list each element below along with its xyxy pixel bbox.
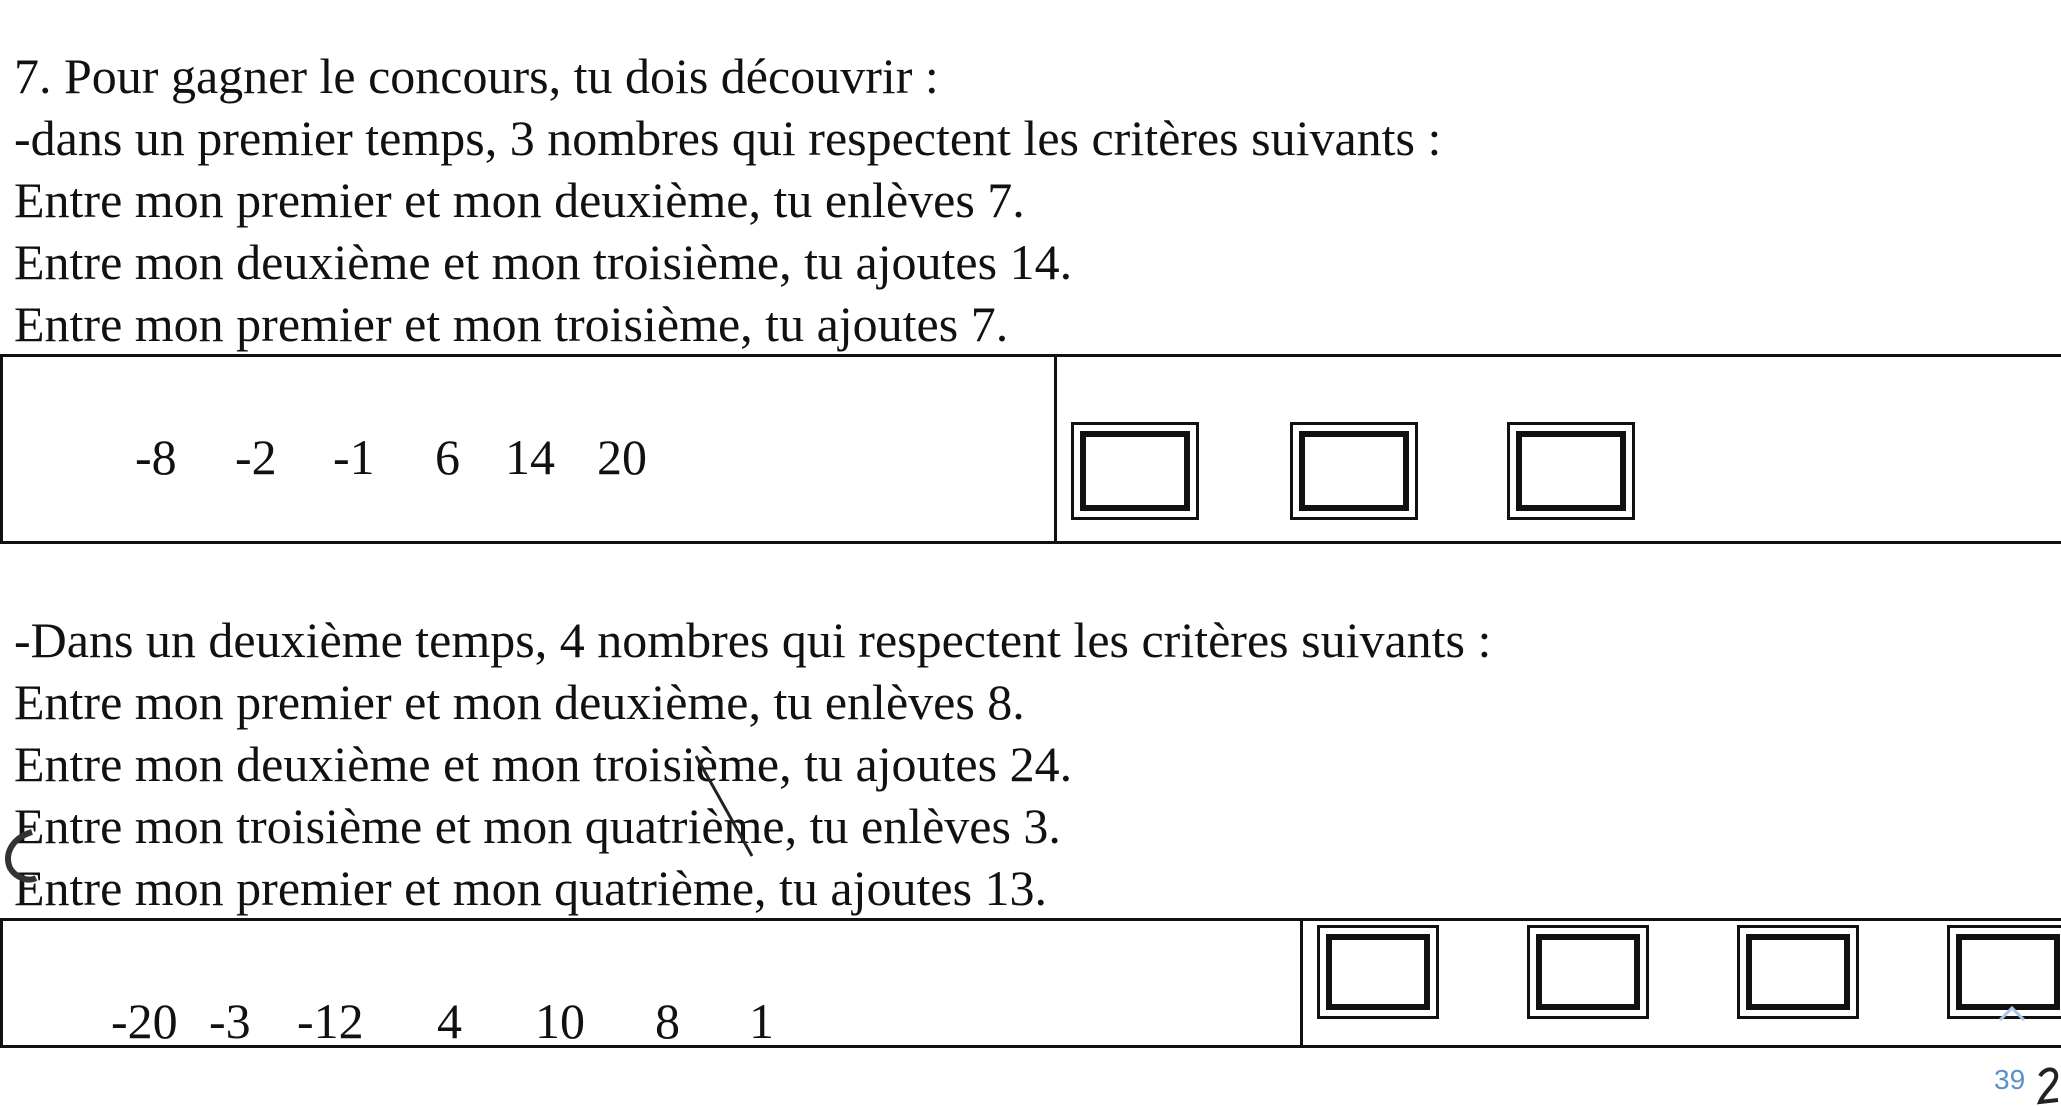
part1-rule-3: Entre mon premier et mon troisième, tu ajoutes 7. <box>14 296 1009 352</box>
part1-rule-2: Entre mon deuxième et mon troisième, tu ajoutes 14. <box>14 234 1073 290</box>
table-divider <box>1054 357 1057 541</box>
chevron-up-icon[interactable] <box>1996 1002 2028 1026</box>
number-item: 10 <box>535 993 585 1049</box>
page-number: 39 <box>1994 1064 2026 1095</box>
answer-box-3[interactable] <box>1507 422 1635 520</box>
exercise-title: 7. Pour gagner le concours, tu dois découvrir : <box>14 48 939 104</box>
answer-box-1[interactable] <box>1071 422 1199 520</box>
answer-box-3[interactable] <box>1737 925 1859 1019</box>
number-item: -20 <box>111 993 178 1049</box>
part1-answer-table <box>0 354 2061 544</box>
number-item: 4 <box>437 993 462 1049</box>
number-item: -3 <box>209 993 251 1049</box>
answer-box-2[interactable] <box>1290 422 1418 520</box>
part1-intro: -dans un premier temps, 3 nombres qui respectent les critères suivants : <box>14 110 1442 166</box>
number-item: -1 <box>333 429 375 485</box>
scan-mark <box>2036 1064 2061 1106</box>
number-item: 20 <box>597 429 647 485</box>
number-item: 14 <box>505 429 555 485</box>
scan-mark <box>0 828 40 888</box>
part2-intro: -Dans un deuxième temps, 4 nombres qui respectent les critères suivants : <box>14 612 1492 668</box>
number-item: 8 <box>655 993 680 1049</box>
number-item: 1 <box>749 993 774 1049</box>
part2-answer-table <box>0 918 2061 1048</box>
part2-rule-3: Entre mon troisième et mon quatrième, tu enlèves 3. <box>14 798 1061 854</box>
part2-rule-1: Entre mon premier et mon deuxième, tu enlèves 8. <box>14 674 1025 730</box>
part1-number-list <box>3 429 1053 485</box>
part2-rule-2: Entre mon deuxième et mon troisième, tu ajoutes 24. <box>14 736 1073 792</box>
number-item: -2 <box>235 429 277 485</box>
table-divider <box>1300 921 1303 1045</box>
part2-rule-4: Entre mon premier et mon quatrième, tu ajoutes 13. <box>14 860 1048 916</box>
number-item: -8 <box>135 429 177 485</box>
number-item: 6 <box>435 429 460 485</box>
part1-rule-1: Entre mon premier et mon deuxième, tu enlèves 7. <box>14 172 1025 228</box>
pen-stroke <box>690 752 760 862</box>
number-item: -12 <box>297 993 364 1049</box>
answer-box-2[interactable] <box>1527 925 1649 1019</box>
part2-number-list <box>3 993 1303 1049</box>
answer-box-1[interactable] <box>1317 925 1439 1019</box>
